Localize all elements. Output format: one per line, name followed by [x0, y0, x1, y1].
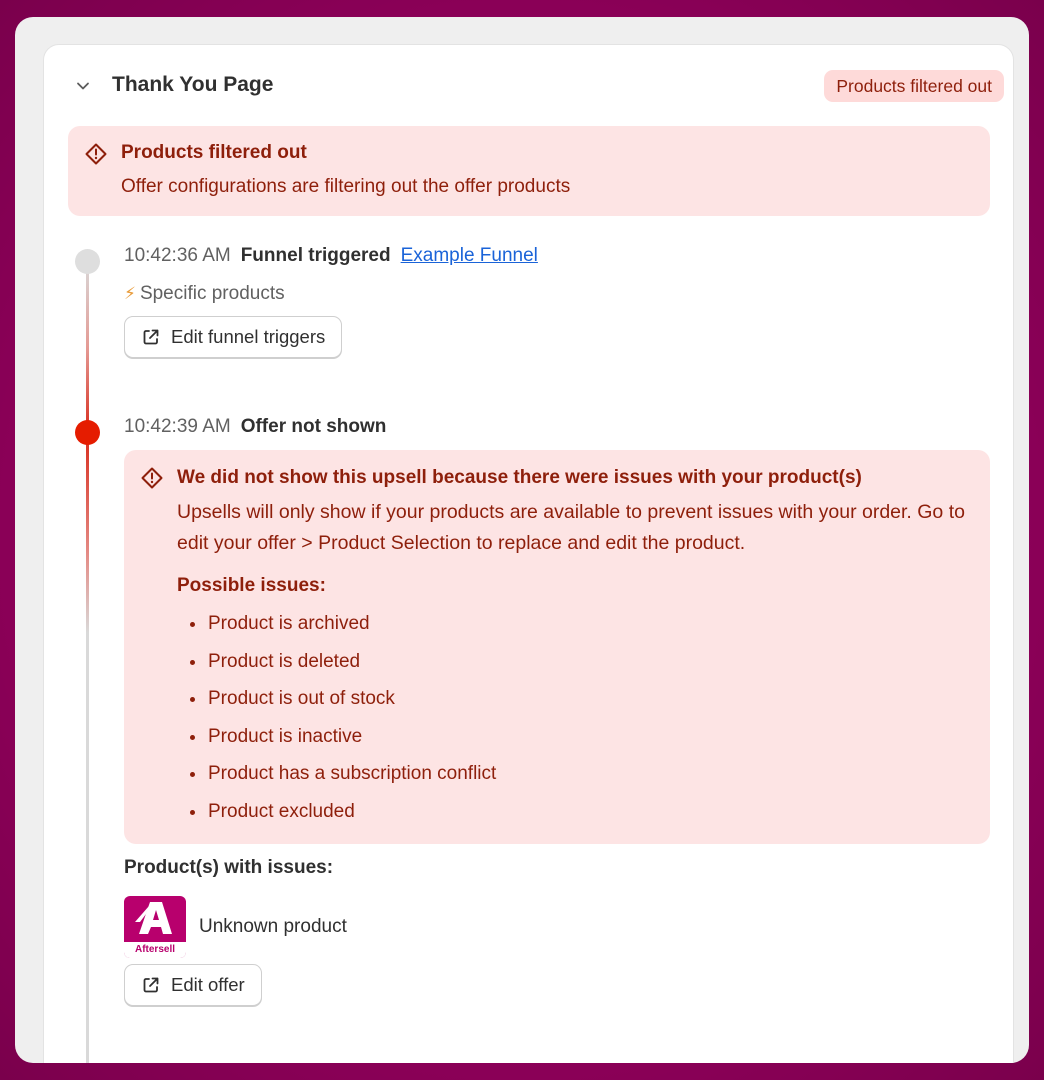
event-funnel-triggered: [124, 245, 538, 267]
event-offer-not-shown: [124, 416, 396, 438]
timeline-dot: [75, 249, 100, 274]
button-label: Edit offer: [171, 974, 245, 995]
upsell-issue-alert: [124, 450, 990, 844]
event-time: 10:42:36 AM: [124, 245, 231, 266]
event-time: 10:42:39 AM: [124, 416, 231, 437]
chevron-down-icon[interactable]: [74, 77, 92, 95]
list-item: Product is inactive: [177, 721, 496, 759]
external-link-icon: [141, 975, 161, 995]
alert-diamond-icon: [84, 142, 108, 166]
card-header[interactable]: [44, 45, 1013, 125]
status-badge: Products filtered out: [824, 70, 1004, 102]
list-item: Product is out of stock: [177, 683, 496, 721]
timeline-dot-error: [75, 420, 100, 445]
trigger-type: [124, 283, 285, 305]
timeline-line: [86, 263, 89, 433]
products-with-issues-label: Product(s) with issues:: [124, 857, 334, 878]
lightning-icon: ⚡: [124, 284, 136, 303]
filtered-out-banner: [68, 126, 990, 216]
product-name: Unknown product: [199, 916, 347, 937]
list-item: Product has a subscription conflict: [177, 758, 496, 796]
issues-list: [177, 608, 496, 833]
edit-funnel-triggers-button[interactable]: [124, 316, 342, 358]
list-item: Product excluded: [177, 796, 496, 834]
external-link-icon: [141, 327, 161, 347]
funnel-link[interactable]: Example Funnel: [400, 245, 538, 266]
product-thumbnail: [124, 896, 186, 958]
thank-you-page-card: [43, 44, 1014, 1063]
button-label: Edit funnel triggers: [171, 326, 326, 347]
possible-issues-heading: Possible issues:: [177, 575, 326, 596]
alert-title: We did not show this upsell because there were issues with your product(s): [177, 467, 862, 488]
window-frame: [15, 17, 1029, 1063]
aftersell-logo-icon: [132, 900, 178, 938]
event-title: Offer not shown: [240, 416, 387, 437]
trigger-label: Specific products: [139, 283, 285, 304]
timeline-line: [86, 633, 89, 1063]
edit-offer-button[interactable]: [124, 964, 262, 1006]
event-title: Funnel triggered: [240, 245, 391, 266]
list-item: Product is deleted: [177, 646, 496, 684]
list-item: Product is archived: [177, 608, 496, 646]
alert-diamond-icon: [140, 466, 164, 490]
page-title: Thank You Page: [112, 73, 274, 96]
banner-title: Products filtered out: [121, 142, 307, 163]
banner-text: Offer configurations are filtering out the offer products: [121, 176, 571, 197]
alert-text: Upsells will only show if your products are available to prevent issues with your order. Go to edit your offer > Product Selection to replace and edit the product.: [177, 501, 965, 554]
timeline-line: [86, 433, 89, 633]
brand-label: Aftersell: [124, 942, 186, 958]
